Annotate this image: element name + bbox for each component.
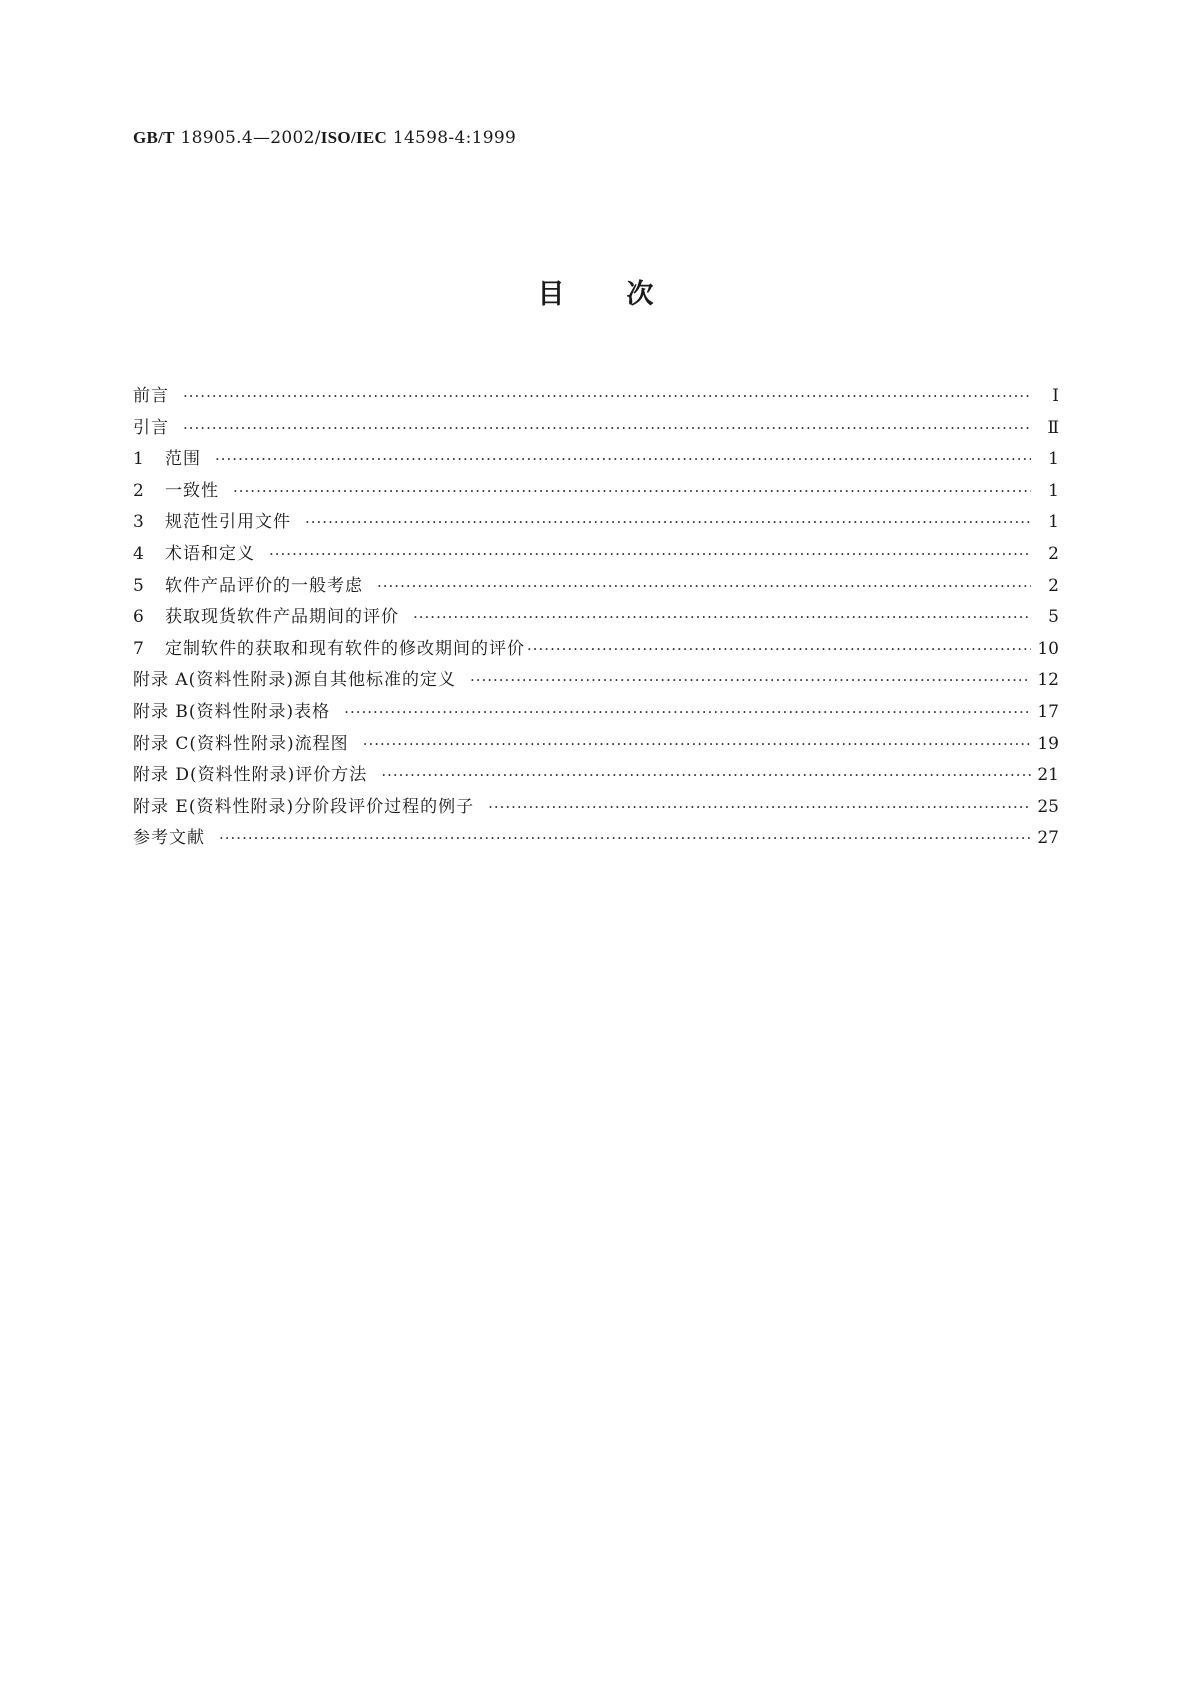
toc-entry-number: 2 — [133, 480, 144, 501]
toc-entry-label: 定制软件的获取和现有软件的修改期间的评价 — [165, 638, 525, 659]
toc-leader — [363, 729, 1031, 761]
toc-entry-page: 2 — [1048, 543, 1059, 564]
standard-number: 18905.4—2002/ — [180, 128, 321, 148]
toc-entry-page: 1 — [1048, 480, 1059, 501]
toc-entry[interactable] — [133, 634, 1059, 666]
toc-leader — [215, 444, 1031, 476]
toc-entry-label: 前言 — [133, 386, 169, 406]
toc-leader — [269, 539, 1031, 571]
toc-entry[interactable] — [133, 697, 1059, 729]
toc-entry-number: 1 — [133, 449, 144, 470]
toc-entry-number: 3 — [133, 512, 144, 533]
toc-entry[interactable] — [133, 507, 1059, 539]
toc-entry-page: 25 — [1037, 796, 1059, 817]
toc-entry-label: 附录 B(资料性附录)表格 — [133, 701, 331, 722]
toc-entry-label: 附录 E(资料性附录)分阶段评价过程的例子 — [133, 796, 475, 817]
standard-code: GB/T — [133, 128, 175, 147]
toc-entry-label: 获取现货软件产品期间的评价 — [165, 607, 399, 628]
toc-entry[interactable] — [133, 444, 1059, 476]
toc-entry[interactable] — [133, 792, 1059, 824]
toc-entry-number: 7 — [133, 638, 144, 659]
toc-entry[interactable] — [133, 729, 1059, 761]
toc-entry[interactable] — [133, 571, 1059, 603]
toc-entry-label: 术语和定义 — [165, 543, 255, 564]
toc-entry-page: 21 — [1037, 765, 1059, 786]
toc-entry[interactable] — [133, 539, 1059, 571]
toc-entry[interactable] — [133, 602, 1059, 634]
toc-entry[interactable] — [133, 476, 1059, 508]
toc-entry-page: 17 — [1037, 701, 1059, 722]
toc-entry-page: 27 — [1037, 828, 1059, 849]
table-of-contents — [133, 381, 1059, 855]
toc-entry-label: 范围 — [165, 449, 201, 470]
toc-entry-page: 1 — [1048, 449, 1059, 470]
toc-entry-page: 2 — [1048, 575, 1059, 596]
toc-entry-label: 软件产品评价的一般考虑 — [165, 575, 363, 596]
toc-entry[interactable] — [133, 823, 1059, 855]
toc-entry[interactable] — [133, 665, 1059, 697]
toc-leader — [527, 634, 1031, 666]
toc-entry[interactable] — [133, 381, 1059, 413]
toc-entry-page: 5 — [1048, 607, 1059, 628]
toc-entry-page: 10 — [1037, 638, 1059, 659]
toc-entry-label: 附录 C(资料性附录)流程图 — [133, 733, 349, 754]
iso-label: ISO/IEC — [320, 128, 388, 147]
iso-number: 14598-4:1999 — [392, 128, 517, 148]
toc-leader — [305, 507, 1031, 539]
toc-leader — [344, 697, 1031, 729]
toc-entry-page: 1 — [1048, 512, 1059, 533]
toc-entry-number: 5 — [133, 575, 144, 596]
page-title: 目次 — [537, 279, 716, 310]
toc-leader — [488, 792, 1031, 824]
toc-entry[interactable] — [133, 760, 1059, 792]
toc-entry-label: 参考文献 — [133, 828, 205, 849]
toc-entry-label: 一致性 — [165, 480, 219, 501]
toc-leader — [219, 823, 1031, 855]
toc-leader — [413, 602, 1031, 634]
toc-entry-label: 规范性引用文件 — [165, 512, 291, 533]
toc-entry-number: 4 — [133, 543, 144, 564]
toc-leader — [470, 665, 1031, 697]
toc-entry-label: 附录 A(资料性附录)源自其他标准的定义 — [133, 670, 456, 691]
document-header — [133, 128, 516, 148]
toc-leader — [377, 571, 1031, 603]
toc-leader — [233, 476, 1031, 508]
toc-leader — [183, 413, 1031, 445]
toc-entry-page: Ⅰ — [1052, 386, 1059, 406]
toc-leader — [183, 381, 1031, 413]
toc-entry-label: 引言 — [133, 417, 169, 438]
toc-entry-page: 19 — [1037, 733, 1059, 754]
toc-entry-number: 6 — [133, 607, 144, 628]
toc-entry[interactable] — [133, 413, 1059, 445]
toc-entry-page: Ⅱ — [1047, 417, 1059, 438]
toc-leader — [381, 760, 1031, 792]
toc-entry-label: 附录 D(资料性附录)评价方法 — [133, 765, 368, 786]
toc-entry-page: 12 — [1037, 670, 1059, 691]
